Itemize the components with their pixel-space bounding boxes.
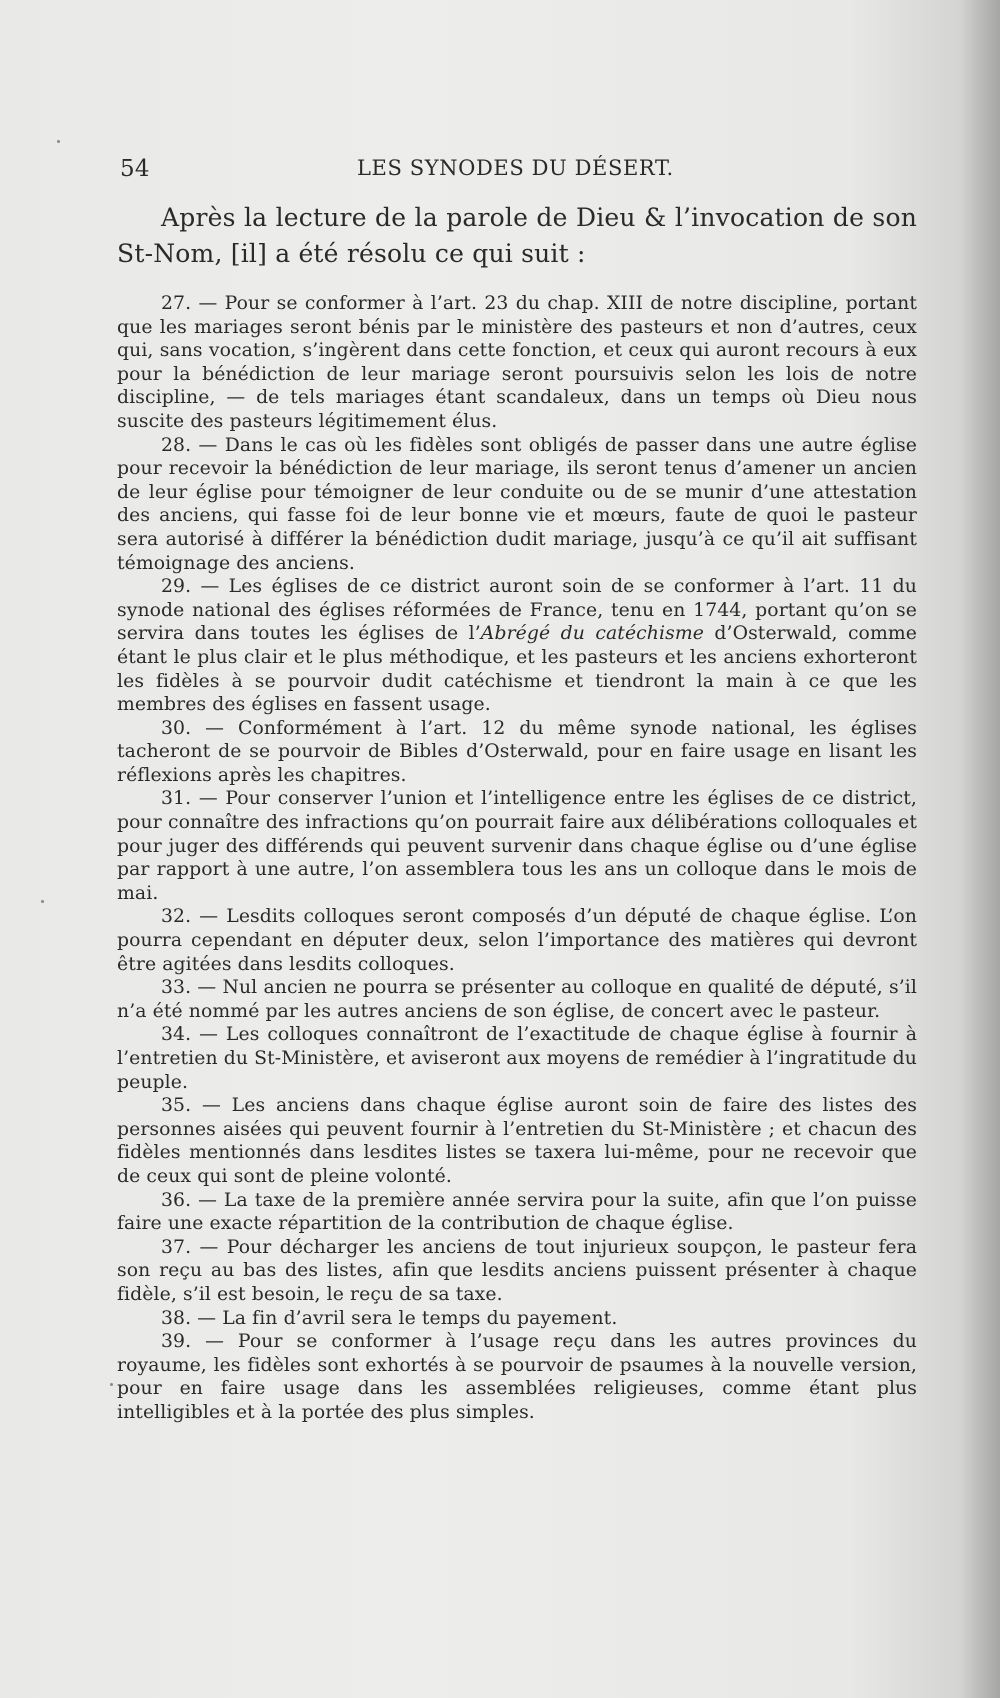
article-text: — Les anciens dans chaque église auront soin de faire des listes des personnes aisées qui peuvent fournir à l’entretien du St-Ministère ; et chacun des fidèles mentionnés dans lesdites listes se taxera lui-même, pour ne recevoir que de ceux qui sont de pleine volonté. (117, 1095, 917, 1187)
article-number: 30. (161, 717, 192, 739)
running-head (117, 150, 917, 186)
running-title: LES SYNODES DU DÉSERT. (357, 156, 674, 180)
article-number: 32. (161, 906, 192, 928)
intro-paragraph: Après la lecture de la parole de Dieu & l’invocation de son St-Nom, [il] a été résolu ce qui suit : (117, 203, 917, 268)
article-text: — La taxe de la première année servira pour la suite, afin que l’on puisse faire une exacte répartition de la contribution de chaque église. (117, 1189, 917, 1235)
article-text: — Pour se conformer à l’art. 23 du chap. XIII de notre discipline, portant que les mariages seront bénis par le ministère des pasteurs et non d’autres, ceux qui, sans vocation, s’ingèrent dans cette fonction, et ceux qui auront recours à eux pour la bénédiction de leur mariage seront poursuivis selon les lois de notre discipline, — de tels mariages étant scandaleux, dans un temps où Dieu nous suscite des pasteurs légitimement élus. (117, 293, 917, 432)
paper-speck (110, 1383, 113, 1386)
book-title: Abrégé du catéchisme (480, 623, 704, 645)
article-30 (117, 717, 917, 788)
article-33 (117, 976, 917, 1023)
article-29 (117, 575, 917, 717)
article-number: 34. (161, 1024, 192, 1046)
article-number: 37. (161, 1236, 192, 1258)
binding-shadow (960, 0, 1000, 1698)
article-number: 27. (161, 293, 192, 314)
article-39 (117, 1330, 917, 1424)
article-number: 36. (161, 1189, 192, 1211)
article-35 (117, 1094, 917, 1188)
article-38 (117, 1307, 917, 1331)
article-number: 35. (161, 1095, 192, 1117)
article-text: — Lesdits colloques seront composés d’un député de chaque église. L’on pourra cependant en députer deux, selon l’importance des matières qui devront être agitées dans lesdits colloques. (117, 906, 917, 975)
article-number: 38. (161, 1307, 192, 1329)
article-27 (117, 292, 917, 434)
article-text: — Les églises de ce district auront soin de se conformer à l’art. 11 du synode national des églises réformées de France, tenu en 1744, portant qu’on se servira dans toutes les églises de l’ (117, 576, 917, 645)
article-text: — Pour se conformer à l’usage reçu dans les autres provinces du royaume, les fidèles sont exhortés à se pourvoir de psaumes à la nouvelle version, pour en faire usage dans les assemblées religieuses, comme étant plus intelligibles et à la portée des plus simples. (117, 1331, 917, 1423)
article-34 (117, 1023, 917, 1094)
article-number: 33. (161, 977, 192, 999)
article-number: 31. (161, 788, 192, 810)
article-text-continued: d’Osterwald, comme étant le plus clair et le plus méthodique, et les pasteurs et les anciens exhorteront les fidèles à se pourvoir dudit catéchisme et tiendront la main à ce que les membres des églises en fassent usage. (117, 623, 918, 716)
article-31 (117, 787, 917, 905)
article-text: — La fin d’avril sera le temps du payement. (197, 1307, 618, 1329)
article-text: — Conformément à l’art. 12 du même synode national, les églises tacheront de se pourvoir de Bibles d’Osterwald, pour en faire usage en lisant les réflexions après les chapitres. (117, 717, 917, 786)
article-number: 28. (161, 434, 192, 456)
article-37 (117, 1236, 917, 1307)
article-text: — Nul ancien ne pourra se présenter au colloque en qualité de député, s’il n’a été nommé par les autres anciens de son église, de concert avec le pasteur. (117, 977, 917, 1022)
article-text: — Dans le cas où les fidèles sont obligés de passer dans une autre église pour recevoir la bénédiction de leur mariage, ils seront tenus d’amener un ancien de leur église pour témoigner de leur conduite ou de se munir d’une attestation des anciens, qui fasse foi de leur bonne vie et mœurs, faute de quoi le pasteur sera autorisé à différer la bénédiction dudit mariage, jusqu’à ce qu’il ait suffisant témoignage des anciens. (117, 434, 917, 574)
page-text (117, 150, 917, 1425)
article-text: — Les colloques connaîtront de l’exactitude de chaque église à fournir à l’entretien du St-Ministère, et aviseront aux moyens de remédier à l’ingratitude du peuple. (117, 1024, 917, 1093)
paper-speck (57, 140, 60, 143)
article-36 (117, 1189, 917, 1236)
article-28 (117, 434, 917, 576)
article-text: — Pour décharger les anciens de tout injurieux soupçon, le pasteur fera son reçu au bas des listes, afin que lesdits anciens puissent présenter à chaque fidèle, s’il est besoin, le reçu de sa taxe. (117, 1236, 917, 1305)
article-number: 39. (161, 1331, 192, 1353)
article-text: — Pour conserver l’union et l’intelligence entre les églises de ce district, pour connaître des infractions qu’on pourrait faire aux délibérations colloquales et pour juger des différends qui peuvent survenir dans chaque église ou d’une église par rapport à une autre, l’on assemblera tous les ans un colloque dans le mois de mai. (117, 788, 917, 904)
page-number: 54 (120, 156, 150, 182)
paper-speck (41, 900, 44, 903)
article-number: 29. (161, 576, 192, 598)
article-32 (117, 905, 917, 976)
